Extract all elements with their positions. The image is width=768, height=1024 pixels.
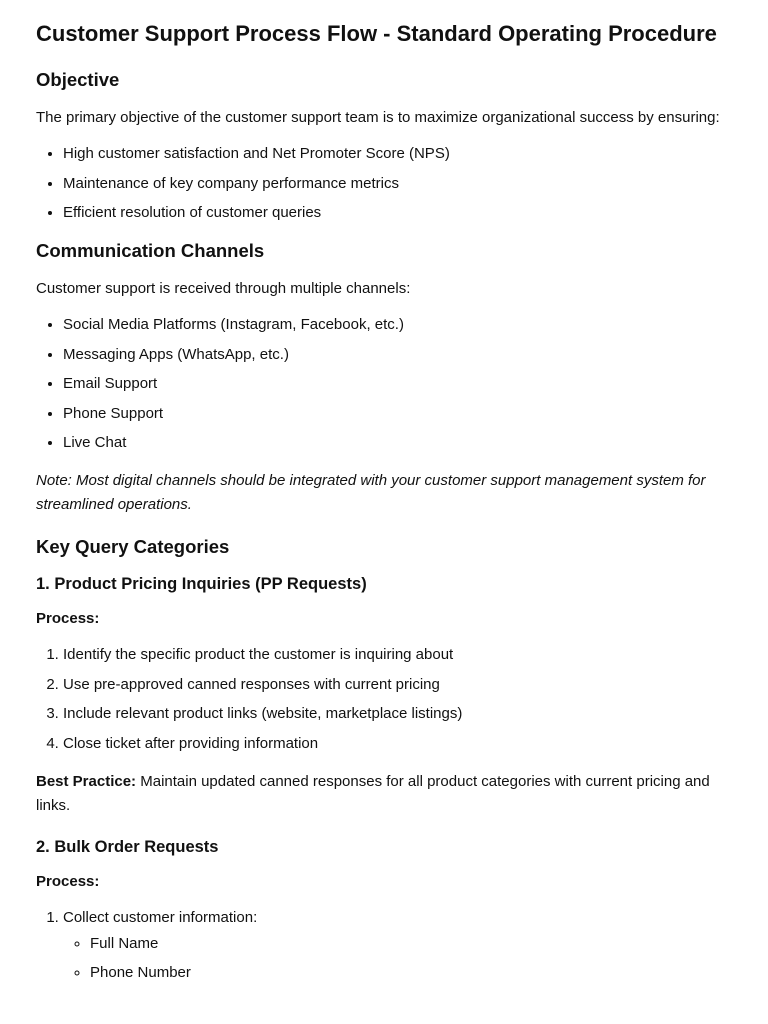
pricing-heading: 1. Product Pricing Inquiries (PP Requests) [36,575,367,593]
list-item: • Social Media Platforms (Instagram, Facebook, etc.) [63,313,732,337]
list-item: • Messaging Apps (WhatsApp, etc.) [63,343,732,367]
objective-intro: The primary objective of the customer support team is to maximize organizational success by ensuring: [36,109,720,126]
bulk-steps [36,906,732,986]
channels-note: Note: Most digital channels should be integrated with your customer support management system for streamlined operations. [36,472,706,513]
categories-heading: Key Query Categories [36,536,230,557]
channels-heading: Communication Channels [36,240,265,261]
bulk-process-label: Process: [36,872,100,890]
objective-heading: Objective [36,69,120,90]
bulk-step-sublist [63,932,732,986]
list-item: ◦ Full Name [90,932,732,956]
channels-intro: Customer support is received through multiple channels: [36,280,411,297]
page-title: Customer Support Process Flow - Standard Operating Procedure [36,21,717,46]
channels-list [36,313,732,455]
best-practice-label: Best Practice: [36,772,137,790]
bulk-step-text: Collect customer information: [63,908,258,926]
list-item: 2. Use pre-approved canned responses with current pricing [63,673,732,697]
list-item: • High customer satisfaction and Net Promoter Score (NPS) [63,142,732,166]
bulk-heading: 2. Bulk Order Requests [36,837,219,856]
list-item: 3. Include relevant product links (website, marketplace listings) [63,702,732,726]
pricing-steps [36,643,732,756]
best-practice-text: Maintain updated canned responses for all product categories with current pricing and links. [36,772,710,814]
objective-list [36,142,732,225]
pricing-process-label: Process: [36,610,100,627]
list-item: 1. Identify the specific product the customer is inquiring about [63,643,732,667]
list-item: ◦ Phone Number [90,961,732,985]
pricing-best-practice [36,770,732,818]
list-item: • Phone Support [63,402,732,426]
list-item: • Live Chat [63,431,732,455]
list-item: 4. Close ticket after providing information [63,732,732,756]
list-item: • Maintenance of key company performance metrics [63,172,732,196]
list-item: • Email Support [63,372,732,396]
list-item [63,906,732,986]
list-item: • Efficient resolution of customer queries [63,201,732,225]
